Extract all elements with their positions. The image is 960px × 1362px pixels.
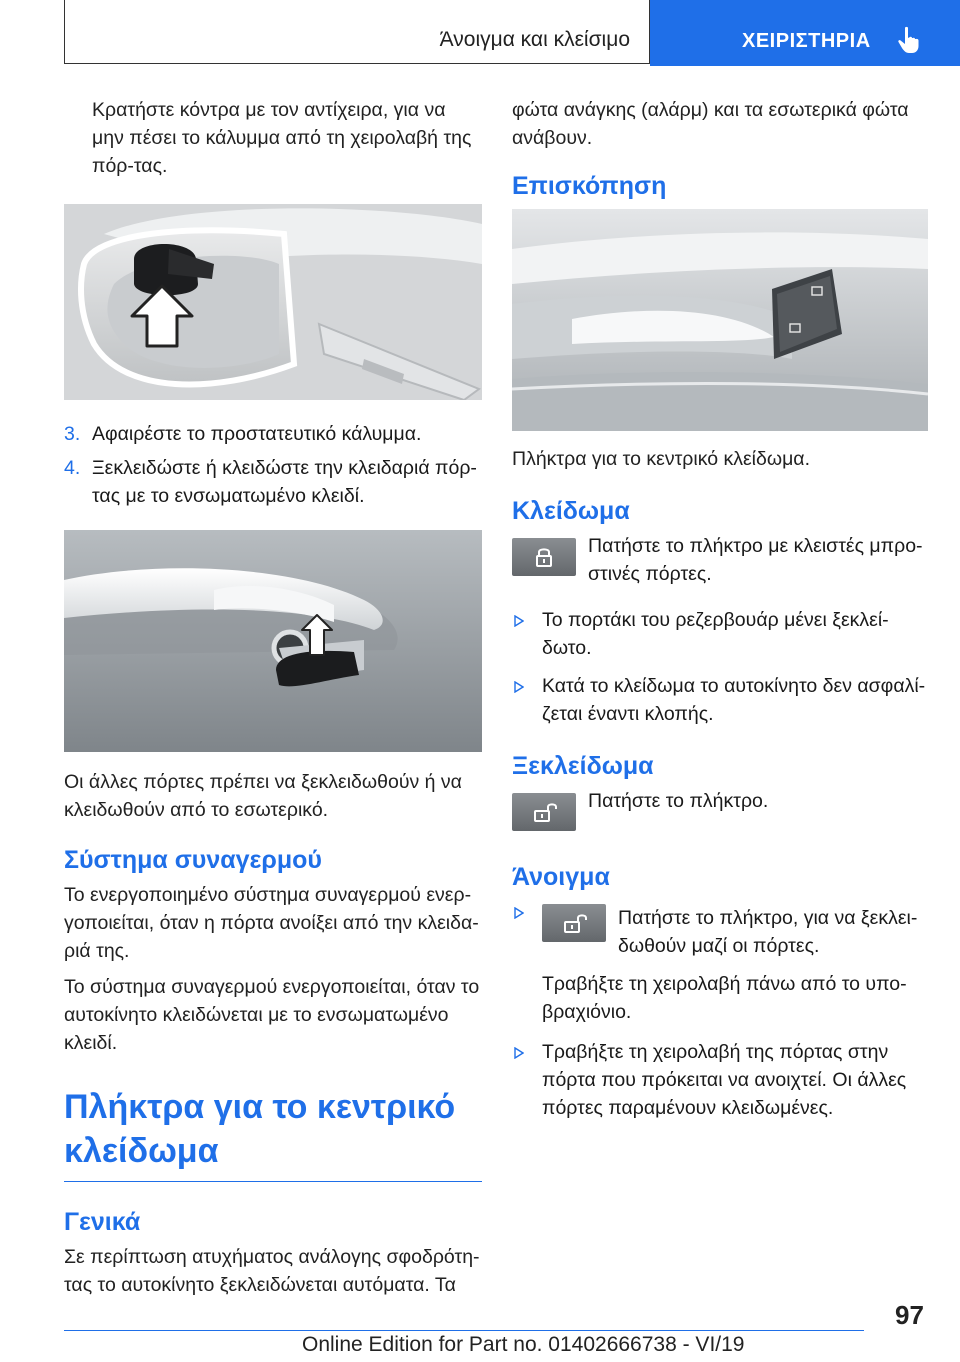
bullet-triangle-icon [514,907,524,919]
open-heading: Άνοιγμα [512,863,610,891]
bullet-triangle-icon [514,681,524,693]
intro-paragraph: Κρατήστε κόντρα με τον αντίχειρα, για να μην πέσει το κάλυμμα από τη χειρολαβή της πόρ-τας. [92,99,472,177]
footer-rule [64,1330,864,1331]
continued-paragraph: φώτα ανάγκης (αλάρμ) και τα εσωτερικά φώτα ανάβουν. [512,99,909,149]
unlock-text: Πατήστε το πλήκτρο. [588,790,769,812]
open-text-1: Πατήστε το πλήκτρο, για να ξεκλει-δωθούν μαζί οι πόρτες. [618,907,918,957]
alarm-paragraph-1: Το ενεργοποιημένο σύστημα συναγερμού ενερ-γοποιείται, όταν η πόρτα ανοίξει από την κλειδα-ριά της. [64,884,479,962]
list-item [512,672,928,728]
list-item [512,1038,928,1122]
alarm-heading: Σύστημα συναγερμού [64,846,322,874]
left-column [64,96,482,1299]
open-text-extra: Τραβήξτε τη χειρολαβή πάνω από το υπο-βραχιόνιο. [542,973,907,1023]
lock-text: Πατήστε το πλήκτρο με κλειστές μπρο-στινές πόρτες. [588,535,923,585]
open-unlock-button[interactable] [542,904,606,942]
alarm-paragraph-2: Το σύστημα συναγερμού ενεργοποιείται, όταν το αυτοκίνητο κλειδώνεται με το ενσωματωμένο κλειδί. [64,976,480,1054]
page-header [0,0,960,66]
step-number: 3. [64,423,81,445]
bullet-text: Το πορτάκι του ρεζερβουάρ μένει ξεκλεί-δωτο. [542,609,889,659]
edition-note: Online Edition for Part no. 01402666738 - VI/19 [302,1333,745,1356]
photo-door-key [64,530,482,752]
overview-caption: Πλήκτρα για το κεντρικό κλείδωμα. [512,448,811,470]
lock-heading: Κλείδωμα [512,497,630,525]
general-paragraph: Σε περίπτωση ατυχήματος ανάλογης σφοδρότη-τας το αυτοκίνητο ξεκλειδώνεται αυτόματα. Τα [64,1246,480,1296]
central-locking-heading: Πλήκτρα για το κεντρικό κλείδωμα [64,1085,482,1182]
general-heading: Γενικά [64,1208,141,1236]
step-text: Ξεκλειδώστε ή κλειδώστε την κλειδαριά πόρ-τας με το ενσωματωμένο κλειδί. [92,457,477,507]
list-item [512,606,928,662]
step-text: Αφαιρέστε το προστατευτικό κάλυμμα. [92,423,422,445]
lock-button[interactable] [512,538,576,576]
bullet-triangle-icon [514,615,524,627]
unlock-button[interactable] [512,793,576,831]
list-item [64,454,482,510]
list-item [512,898,928,1026]
section-title: Άνοιγμα και κλείσιμο [439,28,630,51]
steps-list [64,420,482,510]
lock-open-icon [564,912,588,934]
photo-handle-cover [64,204,482,400]
lock-open-icon [534,801,558,823]
step-number: 4. [64,457,81,479]
unlock-heading: Ξεκλείδωμα [512,752,654,780]
list-item [64,420,482,448]
photo-central-lock-buttons [512,209,928,431]
chapter-tab[interactable] [650,0,960,66]
after-photo-paragraph: Οι άλλες πόρτες πρέπει να ξεκλειδωθούν ή να κλειδωθούν από το εσωτερικό. [64,771,462,821]
page-number: 97 [895,1300,924,1330]
open-instruction [542,898,928,960]
bullet-text: Κατά το κλείδωμα το αυτοκίνητο δεν ασφαλί-ζεται έναντι κλοπής. [542,675,926,725]
chapter-tab-label: ΧΕΙΡΙΣΤΗΡΙΑ [742,30,871,52]
lock-instruction [512,532,928,588]
hand-pointer-icon [896,26,922,54]
lock-closed-icon [534,546,554,568]
right-column [512,96,928,1122]
overview-heading: Επισκόπηση [512,172,667,200]
unlock-instruction [512,787,928,833]
bullet-triangle-icon [514,1047,524,1059]
open-text-2: Τραβήξτε τη χειρολαβή της πόρτας στην πόρτα που πρόκειται να ανοιχτεί. Οι άλλες πόρτες παραμένουν κλειδωμένες. [542,1041,907,1119]
